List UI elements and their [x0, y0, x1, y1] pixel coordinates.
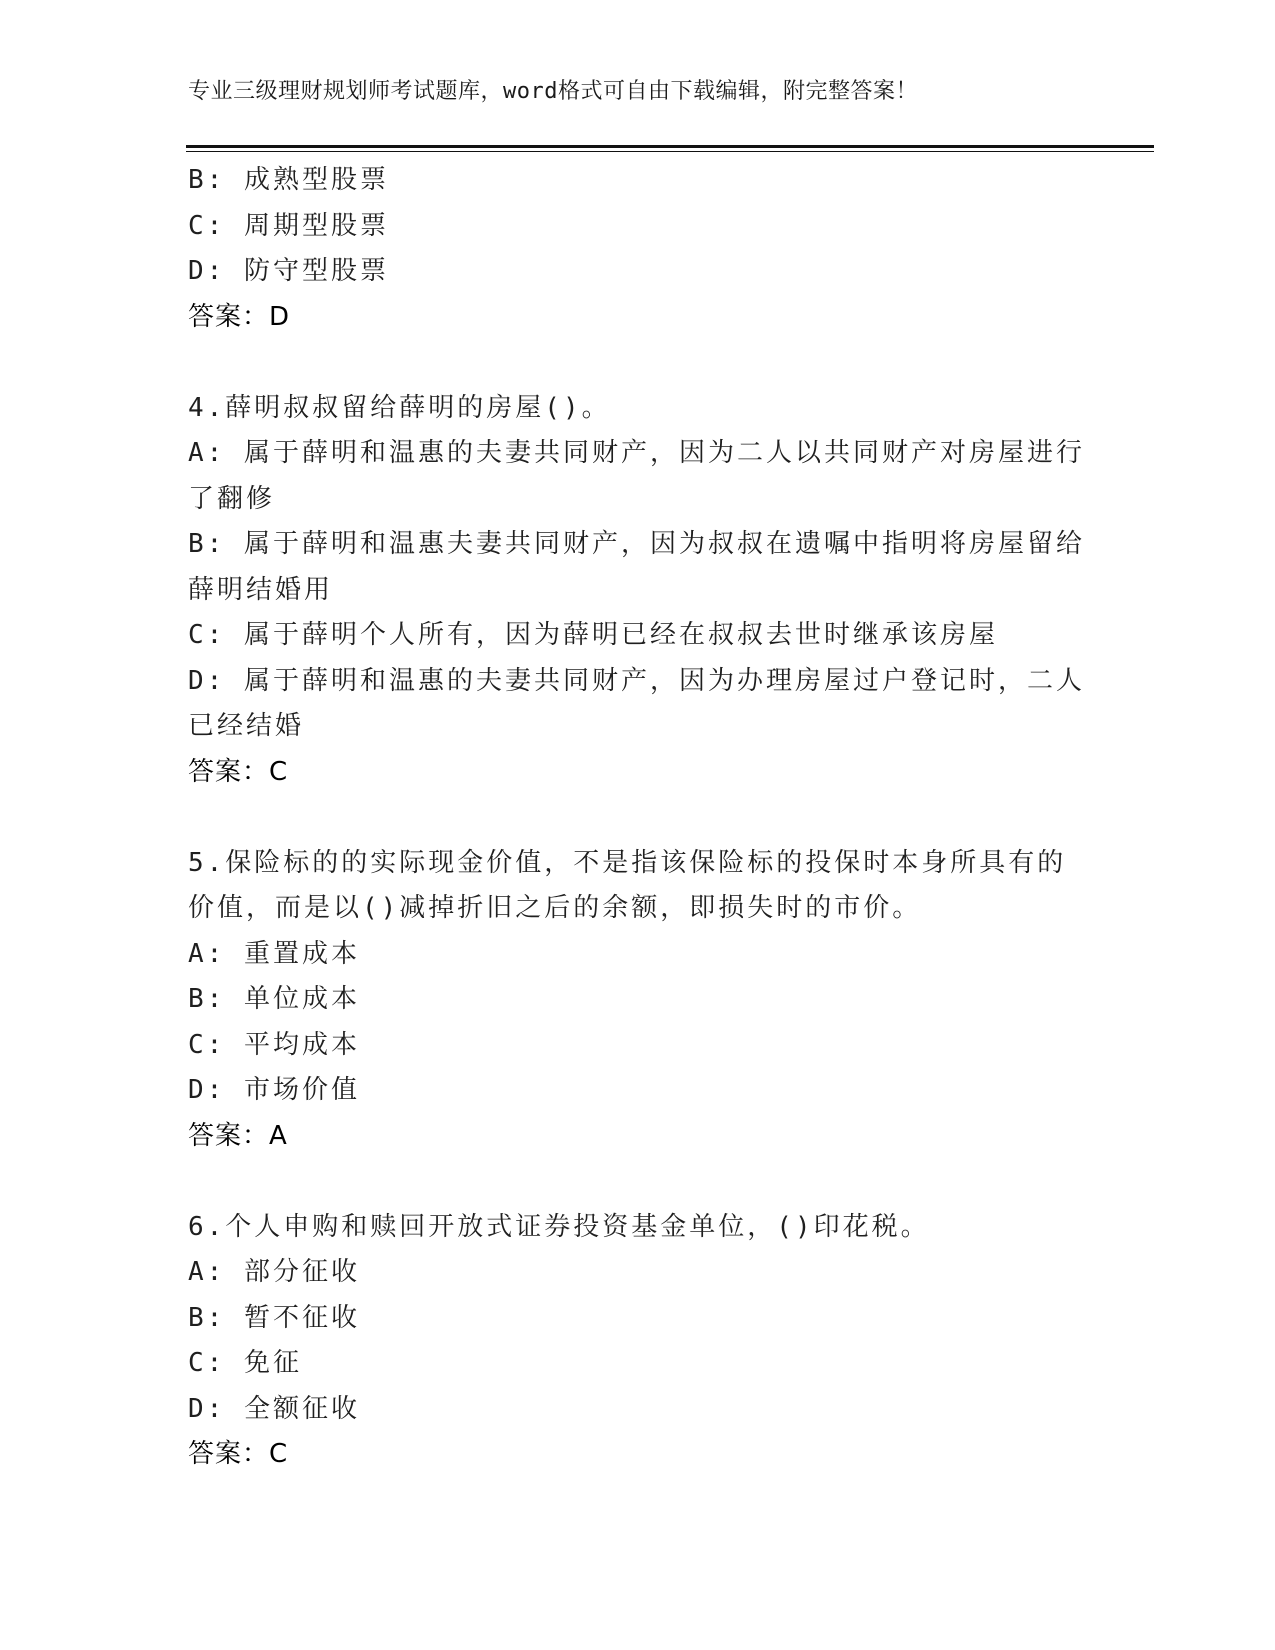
- question-line: C: 属于薛明个人所有，因为薛明已经在叔叔去世时继承该房屋: [188, 620, 998, 650]
- question-line: A: 重置成本: [188, 938, 360, 969]
- question-line: C: 周期型股票: [188, 210, 389, 241]
- answer-line: 答案：A: [188, 1120, 288, 1151]
- header-rule-thick: [186, 145, 1154, 148]
- header-rule-thin: [186, 151, 1154, 152]
- question-line: 已经结婚: [188, 711, 305, 741]
- question-line: B: 成熟型股票: [188, 165, 389, 195]
- question-list: [188, 158, 1088, 1478]
- question-line: A: 属于薛明和温惠的夫妻共同财产，因为二人以共同财产对房屋进行: [188, 438, 1085, 468]
- question-line: 6.个人申购和赎回开放式证券投资基金单位，()印花税。: [188, 1211, 930, 1242]
- question-line: D: 市场价值: [188, 1075, 360, 1105]
- question-line: 5.保险标的的实际现金价值，不是指该保险标的投保时本身所具有的: [188, 847, 1067, 878]
- question-line: B: 属于薛明和温惠夫妻共同财产，因为叔叔在遗嘱中指明将房屋留给: [188, 529, 1085, 559]
- question-line: 薛明结婚用: [188, 574, 334, 605]
- question-line: D: 防守型股票: [188, 256, 389, 286]
- answer-line: 答案：C: [188, 756, 289, 787]
- answer-line: 答案：C: [188, 1439, 289, 1469]
- block-spacer: [188, 795, 1088, 841]
- question-block: [188, 841, 1088, 1160]
- answer-line: 答案：D: [188, 301, 291, 332]
- question-line: C: 免征: [188, 1348, 302, 1378]
- page-header: 专业三级理财规划师考试题库，word格式可自由下载编辑，附完整答案！: [188, 79, 918, 104]
- question-line: 了翻修: [188, 483, 276, 514]
- question-line: B: 暂不征收: [188, 1302, 360, 1333]
- question-line: D: 全额征收: [188, 1393, 360, 1424]
- question-line: 4.薛明叔叔留给薛明的房屋()。: [188, 392, 611, 423]
- question-block: [188, 1205, 1088, 1478]
- question-line: C: 平均成本: [188, 1029, 360, 1060]
- question-line: B: 单位成本: [188, 984, 360, 1014]
- block-spacer: [188, 1159, 1088, 1205]
- question-block: [188, 386, 1088, 796]
- block-spacer: [188, 340, 1088, 386]
- question-block: [188, 158, 1088, 340]
- question-line: D: 属于薛明和温惠的夫妻共同财产，因为办理房屋过户登记时，二人: [188, 665, 1085, 696]
- question-line: A: 部分征收: [188, 1257, 360, 1287]
- question-line: 价值，而是以()减掉折旧之后的余额，即损失时的市价。: [188, 893, 922, 923]
